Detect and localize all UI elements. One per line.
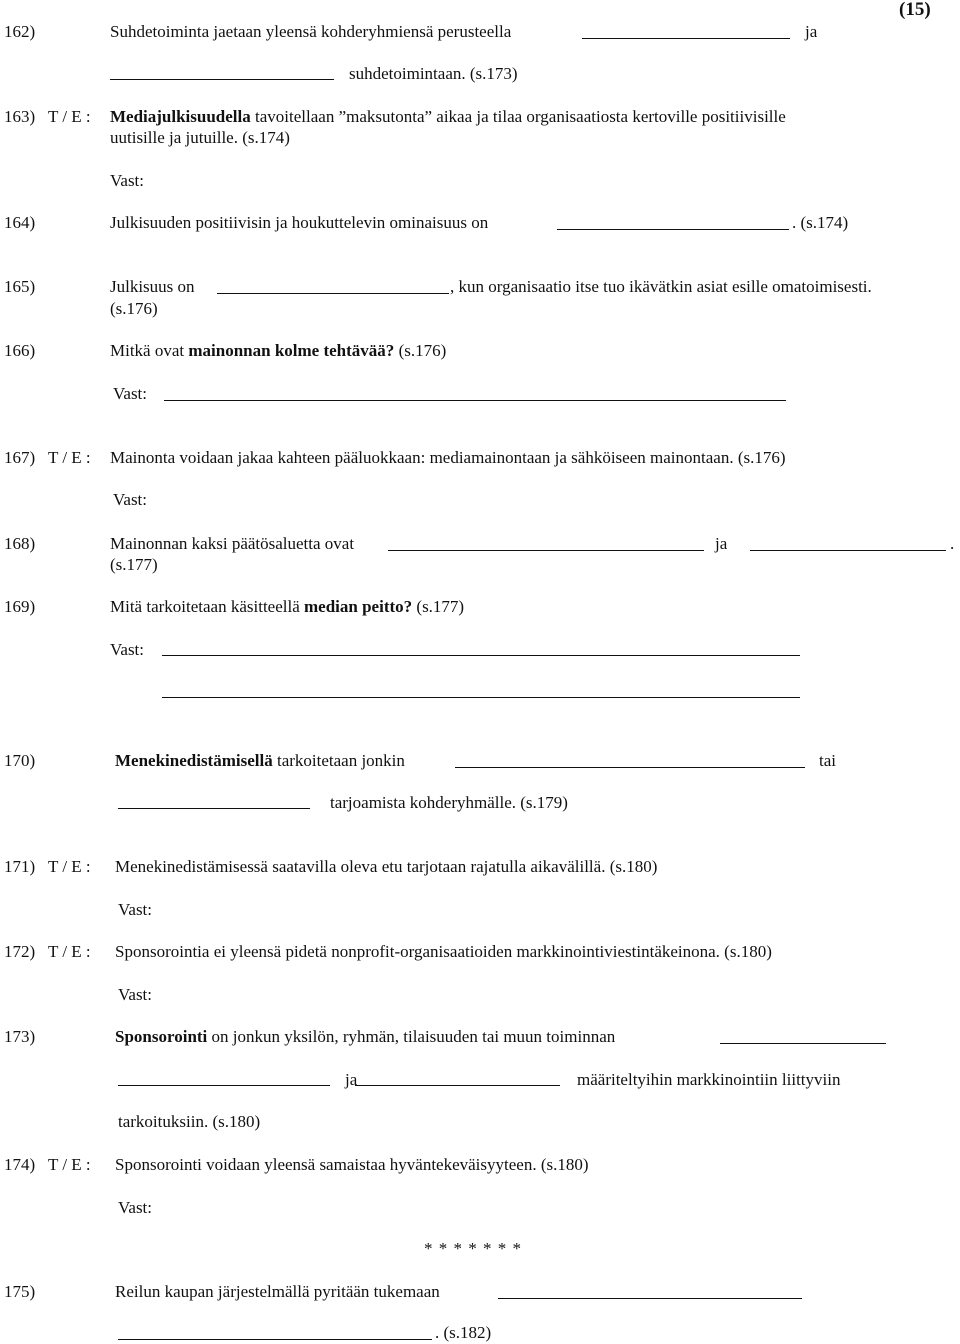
question-text-continued: tarjoamista kohderyhmälle. (s.179) [330,793,568,812]
answer-blank[interactable] [455,767,805,768]
question-text-continued: tarkoituksiin. (s.180) [118,1112,261,1131]
question-text [110,341,446,361]
answer-blank[interactable] [355,1085,560,1086]
question-text: Sponsorointia ei yleensä pidetä nonprofit-organisaatioiden markkinointiviestintäkeinona. (s.180) [115,942,772,961]
question-number: 171) [4,857,36,876]
question-text [115,1027,615,1047]
true-false-marker: T / E : [48,107,91,126]
answer-label: Vast: [118,985,152,1004]
answer-blank[interactable] [110,79,334,80]
key-term: median peitto? [304,597,413,616]
question-number: 162) [4,22,36,41]
connector-text: tai [819,751,836,770]
question-text [110,597,464,617]
question-number: 168) [4,534,36,553]
answer-line[interactable] [162,697,800,698]
question-text [115,751,405,771]
question-text: Sponsorointi voidaan yleensä samaistaa hyväntekeväisyyteen. (s.180) [115,1155,589,1174]
answer-line[interactable] [164,400,786,401]
question-text-end: . (s.174) [792,213,849,232]
page-reference: (s.176) [394,341,447,360]
answer-blank[interactable] [118,808,310,809]
answer-blank[interactable] [557,229,789,230]
question-text-part: Mitkä ovat [110,341,189,360]
answer-label: Vast: [118,900,152,919]
question-text: Julkisuuden positiivisin ja houkuttelevin ominaisuus on [110,213,489,232]
page-reference: (s.176) [110,299,158,318]
answer-blank[interactable] [720,1043,886,1044]
question-number: 169) [4,597,36,616]
question-text: Julkisuus on [110,277,195,296]
answer-blank[interactable] [118,1339,432,1340]
question-number: 166) [4,341,36,360]
question-text-part: määriteltyihin markkinointiin liittyviin [577,1070,841,1089]
section-separator: * * * * * * * [424,1239,522,1258]
question-text-part: on jonkun yksilön, ryhmän, tilaisuuden tai muun toiminnan [207,1027,616,1046]
key-term: Mediajulkisuudella [110,107,251,126]
answer-blank[interactable] [118,1085,330,1086]
question-number: 174) [4,1155,36,1174]
question-number: 163) [4,107,36,126]
question-number: 172) [4,942,36,961]
key-term: Sponsorointi [115,1027,208,1046]
key-term: mainonnan kolme tehtävää? [188,341,395,360]
key-term: Menekinedistämisellä [115,751,273,770]
question-text-end: . [950,534,955,553]
answer-label: Vast: [118,1198,152,1217]
question-text-continued: uutisille ja jutuille. (s.174) [110,128,290,147]
answer-blank[interactable] [498,1298,802,1299]
page-reference: (s.177) [110,555,158,574]
question-text: Mainonta voidaan jakaa kahteen pääluokkaan: mediamainontaan ja sähköiseen mainontaan. (s.176) [110,448,786,467]
true-false-marker: T / E : [48,942,91,961]
answer-label: Vast: [113,384,147,403]
answer-label: Vast: [110,640,144,659]
answer-blank[interactable] [217,293,449,294]
answer-blank[interactable] [388,550,704,551]
page-number: (15) [899,0,931,20]
question-text: Reilun kaupan järjestelmällä pyritään tukemaan [115,1282,440,1301]
question-text: Mainonnan kaksi päätösaluetta ovat [110,534,355,553]
connector-text: ja [345,1070,358,1089]
question-text-part: Mitä tarkoitetaan käsitteellä [110,597,305,616]
answer-line[interactable] [162,655,800,656]
question-number: 165) [4,277,36,296]
question-number: 164) [4,213,36,232]
connector-text: ja [805,22,818,41]
question-text [110,107,786,127]
answer-blank[interactable] [750,550,946,551]
question-text: Suhdetoiminta jaetaan yleensä kohderyhmiensä perusteella [110,22,512,41]
answer-blank[interactable] [582,38,790,39]
question-text-end: . (s.182) [435,1323,492,1342]
answer-label: Vast: [110,171,144,190]
question-number: 170) [4,751,36,770]
answer-label: Vast: [113,490,147,509]
page-reference: (s.177) [412,597,465,616]
question-text: Menekinedistämisessä saatavilla oleva etu tarjotaan rajatulla aikavälillä. (s.180) [115,857,658,876]
true-false-marker: T / E : [48,1155,91,1174]
true-false-marker: T / E : [48,857,91,876]
question-number: 167) [4,448,36,467]
question-number: 173) [4,1027,36,1046]
question-text-part: tarkoitetaan jonkin [272,751,405,770]
true-false-marker: T / E : [48,448,91,467]
question-number: 175) [4,1282,36,1301]
connector-text: ja [715,534,728,553]
question-text-continued: suhdetoimintaan. (s.173) [349,64,518,83]
question-text-part: tavoitellaan ”maksutonta” aikaa ja tilaa organisaatiosta kertoville positiivisille [250,107,786,126]
question-text-part: , kun organisaatio itse tuo ikävätkin asiat esille omatoimisesti. [450,277,872,296]
